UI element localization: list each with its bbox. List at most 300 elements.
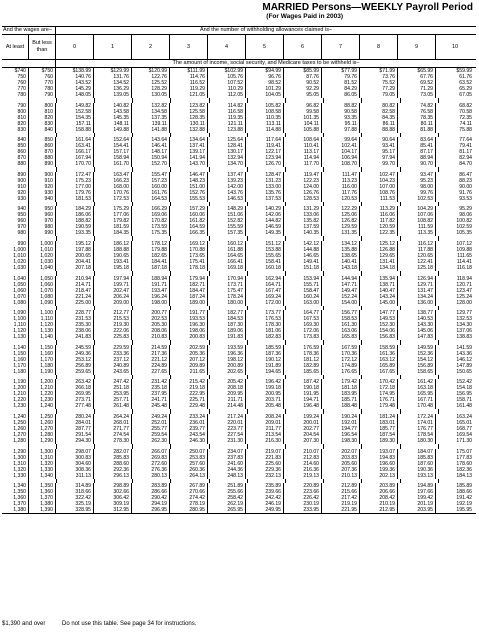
withholding-cell: 137.06: [456, 328, 472, 335]
withholding-cell: 158.65: [398, 369, 436, 375]
wage-less-than-cell: 910: [29, 178, 56, 184]
withholding-cell: 209.89: [170, 363, 208, 369]
wage-at-least-cell: 1,180: [2, 369, 29, 375]
withholding-cell: 132.94: [208, 155, 246, 161]
withholding-cell: 214.71: [56, 282, 94, 288]
withholding-cell: 201.19: [398, 501, 436, 507]
wage-at-least-cell: 1,020: [2, 259, 29, 265]
withholding-cell: 172.12: [322, 357, 360, 363]
withholding-cell: 209.95: [208, 391, 246, 397]
withholding-cell: 163.00: [284, 300, 322, 306]
wage-at-least-cell: 770: [2, 86, 29, 92]
withholding-cell: $120.99: [132, 68, 170, 74]
withholding-cell: 322.42: [56, 495, 94, 501]
withholding-cell: 178.18: [170, 265, 208, 271]
withholding-cell: 102.41: [322, 143, 360, 149]
withholding-cell: 269.95: [56, 391, 94, 397]
withholding-cell: 190.65: [94, 253, 132, 259]
withholding-cell: 207.18: [56, 265, 94, 271]
withholding-cell: 141.59: [456, 344, 472, 351]
withholding-cell: 181.06: [246, 328, 284, 334]
withholding-cell: 185.83: [398, 455, 436, 461]
table-top-header: [2, 27, 476, 35]
withholding-cell: 204.54: [284, 432, 322, 438]
withholding-cell: 194.77: [322, 426, 360, 432]
wage-less-than-cell: 1,310: [29, 455, 56, 461]
withholding-cell: 156.77: [322, 310, 360, 316]
wage-at-least-cell: 1,200: [2, 385, 29, 391]
wage-less-than-cell: 1,090: [29, 300, 56, 306]
withholding-cell: 88.88: [360, 127, 398, 133]
withholding-cell: 147.77: [360, 310, 398, 316]
withholding-cell: 157.29: [170, 206, 208, 212]
withholding-cell: 125.18: [398, 265, 436, 271]
withholding-cell: 298.07: [56, 449, 94, 455]
withholding-cell: 95.05: [284, 92, 322, 98]
withholding-cell: 202.47: [94, 288, 132, 294]
withholding-cell: 144.94: [322, 276, 360, 282]
withholding-cell: 117.76: [322, 190, 360, 196]
at-least-header: At least: [2, 35, 29, 59]
withholding-cell: 262.30: [132, 438, 170, 444]
row-group: [2, 206, 476, 236]
withholding-cell: 77.64: [459, 137, 472, 144]
withholding-cell: 241.83: [56, 334, 94, 340]
withholding-cell: 217.42: [322, 495, 360, 501]
withholding-cell: 90.00: [459, 183, 472, 190]
withholding-cell: 175.47: [208, 288, 246, 294]
withholding-cell: 172.47: [56, 172, 94, 178]
withholding-cell: 120.65: [398, 253, 436, 259]
withholding-cell: 178.60: [456, 460, 472, 467]
withholding-cell: 75.88: [459, 126, 472, 133]
withholding-cell: 108.70: [322, 161, 360, 167]
withholding-cell: 231.30: [208, 438, 246, 444]
withholding-cell: 97.94: [360, 155, 398, 161]
withholding-cell: 90.64: [360, 137, 398, 143]
wage-at-least-cell: 830: [2, 127, 29, 133]
wage-at-least-cell: 880: [2, 161, 29, 167]
withholding-cell: 181.12: [284, 357, 322, 363]
withholding-cell: 278.30: [94, 438, 132, 444]
withholding-cell: 177.00: [56, 184, 94, 190]
withholding-cell: 172.00: [246, 300, 284, 306]
withholding-cell: 98.06: [459, 212, 472, 219]
withholding-cell: 157.11: [56, 121, 94, 127]
withholding-cell: 161.42: [398, 379, 436, 385]
wage-at-least-cell: 1,070: [2, 294, 29, 300]
withholding-cell: 130.17: [208, 149, 246, 155]
withholding-cell: 107.52: [208, 80, 246, 86]
withholding-cell: 153.88: [246, 247, 284, 253]
withholding-cell: 134.12: [322, 241, 360, 247]
withholding-cell: 133.00: [246, 184, 284, 190]
withholding-cell: 164.65: [208, 253, 246, 259]
withholding-cell: 196.60: [360, 461, 398, 467]
withholding-cell: 117.64: [246, 137, 284, 143]
withholding-cell: 161.82: [170, 218, 208, 224]
withholding-cell: 122.41: [398, 259, 436, 265]
withholding-cell: 95.23: [398, 178, 436, 184]
wage-at-least-cell: 1,050: [2, 282, 29, 288]
wage-at-least-cell: 1,140: [2, 345, 29, 351]
wages-header: And the wages are–: [2, 27, 56, 34]
withholding-cell: 180.30: [398, 438, 436, 444]
withholding-cell: 176.71: [360, 397, 398, 403]
wage-less-than-cell: 870: [29, 149, 56, 155]
withholding-cell: 147.89: [456, 362, 472, 369]
withholding-cell: 274.42: [170, 495, 208, 501]
withholding-cell: 229.59: [94, 345, 132, 351]
wage-less-than-cell: 1,350: [29, 483, 56, 489]
withholding-cell: 120.53: [322, 196, 360, 202]
withholding-cell: 243.65: [94, 369, 132, 375]
withholding-cell: 304.60: [56, 461, 94, 467]
wage-less-than-cell: 1,060: [29, 282, 56, 288]
withholding-cell: 167.47: [246, 288, 284, 294]
wage-at-least-cell: 900: [2, 178, 29, 184]
withholding-cell: 193.07: [360, 449, 398, 455]
wage-at-least-cell: 1,230: [2, 403, 29, 409]
withholding-cell: 229.48: [170, 403, 208, 409]
withholding-cell: 215.53: [94, 316, 132, 322]
withholding-cell: 108.76: [360, 190, 398, 196]
withholding-cell: 198.30: [322, 438, 360, 444]
wage-less-than-cell: 810: [29, 109, 56, 115]
wage-less-than-cell: 1,260: [29, 420, 56, 426]
withholding-cell: 146.12: [456, 356, 472, 363]
withholding-cell: 208.06: [132, 328, 170, 334]
withholding-cell: 283.89: [132, 483, 170, 489]
withholding-cell: 90.58: [322, 109, 360, 115]
withholding-cell: 207.30: [284, 438, 322, 444]
withholding-cell: 215.42: [170, 379, 208, 385]
withholding-cell: 163.24: [456, 413, 472, 420]
withholding-cell: 194.83: [360, 455, 398, 461]
withholding-cell: 215.66: [322, 489, 360, 495]
wage-less-than-cell: 860: [29, 143, 56, 149]
wage-at-least-cell: 1,160: [2, 357, 29, 363]
withholding-cell: 178.24: [208, 294, 246, 300]
withholding-cell: 129.65: [360, 253, 398, 259]
withholding-cell: 187.24: [170, 294, 208, 300]
withholding-cell: 175.35: [132, 230, 170, 236]
wage-less-than-cell: 970: [29, 218, 56, 224]
withholding-cell: 235.30: [56, 322, 94, 328]
footer-over: $1,390 and over: [2, 621, 46, 627]
withholding-cell: 160.18: [246, 265, 284, 271]
withholding-cell: 239.77: [170, 426, 208, 432]
withholding-cell: 139.11: [132, 121, 170, 127]
row-group: [2, 241, 476, 271]
wage-less-than-cell: 770: [29, 80, 56, 86]
withholding-cell: 104.29: [398, 206, 436, 212]
withholding-cell: 138.83: [456, 334, 472, 341]
wage-at-least-cell: 1,320: [2, 467, 29, 473]
wage-less-than-cell: 820: [29, 115, 56, 121]
withholding-cell: 152.30: [360, 322, 398, 328]
withholding-cell: 227.65: [132, 369, 170, 375]
wage-at-least-cell: $740: [2, 68, 29, 74]
withholding-cell: 116.12: [398, 241, 436, 247]
withholding-cell: 210.07: [284, 449, 322, 455]
wage-at-least-cell: 960: [2, 218, 29, 224]
withholding-cell: 203.83: [322, 455, 360, 461]
withholding-cell: 195.95: [456, 507, 472, 514]
withholding-cell: 139.23: [208, 178, 246, 184]
withholding-cell: 123.47: [456, 287, 472, 294]
wage-at-least-cell: 810: [2, 115, 29, 121]
withholding-cell: 143.18: [322, 265, 360, 271]
withholding-cell: 235.18: [132, 385, 170, 391]
withholding-cell: 158.47: [284, 288, 322, 294]
withholding-cell: 86.11: [360, 121, 398, 127]
withholding-cell: 170.48: [398, 403, 436, 409]
withholding-cell: 157.23: [132, 178, 170, 184]
withholding-cell: 276.36: [132, 467, 170, 473]
withholding-cell: 223.77: [208, 426, 246, 432]
withholding-cell: 126.70: [246, 161, 284, 167]
withholding-cell: 153.94: [284, 276, 322, 282]
withholding-cell: 225.71: [170, 397, 208, 403]
withholding-cell: 165.01: [456, 419, 472, 426]
withholding-cell: 230.19: [284, 501, 322, 507]
withholding-cell: 134.58: [132, 109, 170, 115]
withholding-cell: 232.13: [246, 473, 284, 479]
withholding-cell: 75.52: [360, 80, 398, 86]
withholding-cell: 169.18: [208, 265, 246, 271]
withholding-cell: 158.53: [322, 316, 360, 322]
withholding-cell: 196.30: [170, 322, 208, 328]
withholding-cell: 107.00: [360, 184, 398, 190]
column-headers: [2, 35, 476, 60]
withholding-cell: 110.35: [246, 115, 284, 121]
withholding-cell: 169.54: [456, 431, 472, 438]
wage-less-than-cell: 1,140: [29, 334, 56, 340]
withholding-cell: 200.01: [284, 420, 322, 426]
withholding-cell: 177.06: [94, 212, 132, 218]
withholding-cell: 158.71: [456, 397, 472, 404]
withholding-cell: 154.41: [94, 143, 132, 149]
withholding-cell: 164.59: [170, 224, 208, 230]
wage-less-than-cell: 1,010: [29, 247, 56, 253]
withholding-cell: 199.24: [284, 414, 322, 420]
withholding-cell: 86.47: [459, 171, 472, 178]
withholding-cell: 292.36: [94, 467, 132, 473]
withholding-cell: 166.17: [56, 149, 94, 155]
allowance-column-header: 0: [56, 35, 94, 59]
withholding-cell: 210.83: [132, 334, 170, 340]
wage-at-least-cell: 1,110: [2, 322, 29, 328]
withholding-cell: 207.36: [322, 467, 360, 473]
withholding-cell: 161.76: [132, 190, 170, 196]
allowance-column-header: 2: [132, 35, 170, 59]
withholding-cell: 146.47: [170, 172, 208, 178]
allowance-column-header: 6: [284, 35, 322, 59]
withholding-cell: 223.66: [284, 489, 322, 495]
withholding-cell: 166.41: [208, 259, 246, 265]
wage-less-than-cell: 1,340: [29, 473, 56, 479]
withholding-cell: 128.35: [170, 115, 208, 121]
withholding-cell: 114.76: [170, 74, 208, 80]
withholding-cell: 188.88: [94, 247, 132, 253]
withholding-cell: 143.58: [94, 109, 132, 115]
withholding-cell: 231.53: [56, 316, 94, 322]
withholding-cell: 183.01: [360, 420, 398, 426]
withholding-cell: 93.53: [459, 195, 472, 202]
withholding-cell: 249.36: [56, 351, 94, 357]
withholding-cell: 318.66: [56, 489, 94, 495]
withholding-cell: 188.66: [456, 489, 472, 496]
withholding-cell: 97.88: [322, 127, 360, 133]
withholding-cell: 186.12: [94, 241, 132, 247]
withholding-cell: 140.35: [284, 230, 322, 236]
withholding-cell: 91.76: [459, 189, 472, 196]
withholding-cell: 306.42: [94, 495, 132, 501]
withholding-cell: 111.47: [322, 172, 360, 178]
withholding-cell: 170.88: [170, 247, 208, 253]
withholding-cell: 167.65: [360, 369, 398, 375]
withholding-cell: 88.94: [398, 155, 436, 161]
withholding-cell: 114.82: [208, 103, 246, 109]
withholding-cell: 296.95: [132, 507, 170, 513]
wage-at-least-cell: 1,220: [2, 397, 29, 403]
withholding-cell: 148.17: [132, 149, 170, 155]
withholding-cell: 81.88: [398, 127, 436, 133]
withholding-cell: 233.24: [170, 414, 208, 420]
withholding-cell: 88.82: [322, 103, 360, 109]
withholding-cell: 125.52: [132, 80, 170, 86]
withholding-cell: 125.12: [360, 241, 398, 247]
withholding-cell: 202.65: [208, 369, 246, 375]
wage-less-than-cell: 850: [29, 137, 56, 143]
wage-at-least-cell: 1,280: [2, 438, 29, 444]
withholding-cell: 189.06: [208, 328, 246, 334]
withholding-cell: 234.07: [208, 449, 246, 455]
withholding-cell: 165.89: [360, 363, 398, 369]
withholding-cell: 105.82: [246, 103, 284, 109]
withholding-cell: 166.23: [94, 178, 132, 184]
withholding-cell: 148.29: [208, 206, 246, 212]
withholding-cell: 152.58: [56, 109, 94, 115]
withholding-cell: 134.24: [398, 294, 436, 300]
withholding-cell: 194.65: [246, 369, 284, 375]
wage-at-least-cell: 980: [2, 230, 29, 236]
wage-less-than-cell: 930: [29, 190, 56, 196]
withholding-cell: 217.24: [208, 414, 246, 420]
withholding-cell: 186.06: [56, 212, 94, 218]
withholding-cell: 130.11: [170, 121, 208, 127]
withholding-cell: 137.47: [208, 172, 246, 178]
withholding-cell: 152.64: [94, 137, 132, 143]
withholding-cell: 182.71: [170, 282, 208, 288]
withholding-cell: 149.82: [56, 103, 94, 109]
withholding-cell: 199.42: [398, 495, 436, 501]
wage-at-least-cell: 990: [2, 241, 29, 247]
withholding-cell: 239.66: [246, 489, 284, 495]
withholding-cell: 175.29: [94, 206, 132, 212]
withholding-cell: $94.99: [246, 68, 284, 74]
withholding-cell: 181.53: [56, 196, 94, 202]
withholding-cell: 195.18: [94, 265, 132, 271]
withholding-cell: 196.54: [322, 432, 360, 438]
withholding-cell: 193.59: [208, 345, 246, 351]
withholding-cell: 199.71: [94, 282, 132, 288]
withholding-cell: 255.77: [132, 426, 170, 432]
withholding-cell: 253.12: [56, 357, 94, 363]
withholding-cell: 122.29: [322, 206, 360, 212]
withholding-cell: 203.95: [398, 507, 436, 513]
withholding-cell: 79.05: [360, 92, 398, 98]
withholding-cell: 164.53: [132, 196, 170, 202]
withholding-cell: 255.66: [208, 489, 246, 495]
withholding-cell: 77.29: [360, 86, 398, 92]
allowance-column-header: 10: [451, 43, 459, 50]
withholding-cell: 121.05: [170, 92, 208, 98]
withholding-cell: 188.48: [322, 403, 360, 409]
withholding-cell: 290.42: [132, 495, 170, 501]
withholding-cell: 191.95: [284, 391, 322, 397]
withholding-cell: 110.29: [208, 86, 246, 92]
withholding-cell: 257.71: [94, 397, 132, 403]
withholding-cell: 81.52: [322, 80, 360, 86]
withholding-cell: 142.12: [284, 241, 322, 247]
withholding-cell: 288.60: [94, 461, 132, 467]
withholding-cell: 217.36: [132, 351, 170, 357]
withholding-cell: 134.64: [170, 137, 208, 143]
wage-less-than-cell: 1,030: [29, 259, 56, 265]
withholding-cell: 229.36: [246, 467, 284, 473]
withholding-cell: 125.06: [322, 212, 360, 218]
wage-at-least-cell: 870: [2, 155, 29, 161]
withholding-cell: 157.17: [94, 149, 132, 155]
withholding-cell: 65.29: [459, 86, 472, 92]
withholding-cell: 212.95: [360, 507, 398, 513]
withholding-cell: 156.83: [360, 334, 398, 340]
withholding-cell: 167.94: [56, 155, 94, 161]
withholding-cell: 240.89: [94, 363, 132, 369]
withholding-cell: 257.60: [170, 461, 208, 467]
withholding-cell: 259.54: [132, 432, 170, 438]
withholding-cell: 245.59: [56, 345, 94, 351]
withholding-cell: 285.83: [94, 455, 132, 461]
withholding-cell: 124.00: [284, 184, 322, 190]
wage-less-than-cell: 1,390: [29, 507, 56, 513]
withholding-cell: 199.18: [246, 385, 284, 391]
wage-at-least-cell: 1,190: [2, 379, 29, 385]
withholding-cell: 138.71: [360, 282, 398, 288]
wage-at-least-cell: 1,000: [2, 247, 29, 253]
row-group: [2, 68, 476, 98]
withholding-cell: 182.65: [132, 253, 170, 259]
withholding-cell: 90.52: [284, 80, 322, 86]
wage-at-least-cell: 750: [2, 74, 29, 80]
withholding-cell: 93.35: [322, 115, 360, 121]
withholding-cell: 191.71: [132, 282, 170, 288]
withholding-cell: 163.41: [56, 143, 94, 149]
withholding-cell: 184.13: [456, 472, 472, 479]
withholding-cell: 135.88: [322, 247, 360, 253]
withholding-cell: 102.47: [360, 172, 398, 178]
withholding-cell: 132.88: [170, 127, 208, 133]
withholding-cell: 173.83: [284, 334, 322, 340]
withholding-cell: 148.11: [94, 121, 132, 127]
wage-less-than-cell: 760: [29, 74, 56, 80]
withholding-cell: 79.41: [459, 143, 472, 150]
withholding-cell: 170.70: [56, 161, 94, 167]
withholding-cell: 113.35: [398, 230, 436, 236]
wage-at-least-cell: 800: [2, 109, 29, 115]
